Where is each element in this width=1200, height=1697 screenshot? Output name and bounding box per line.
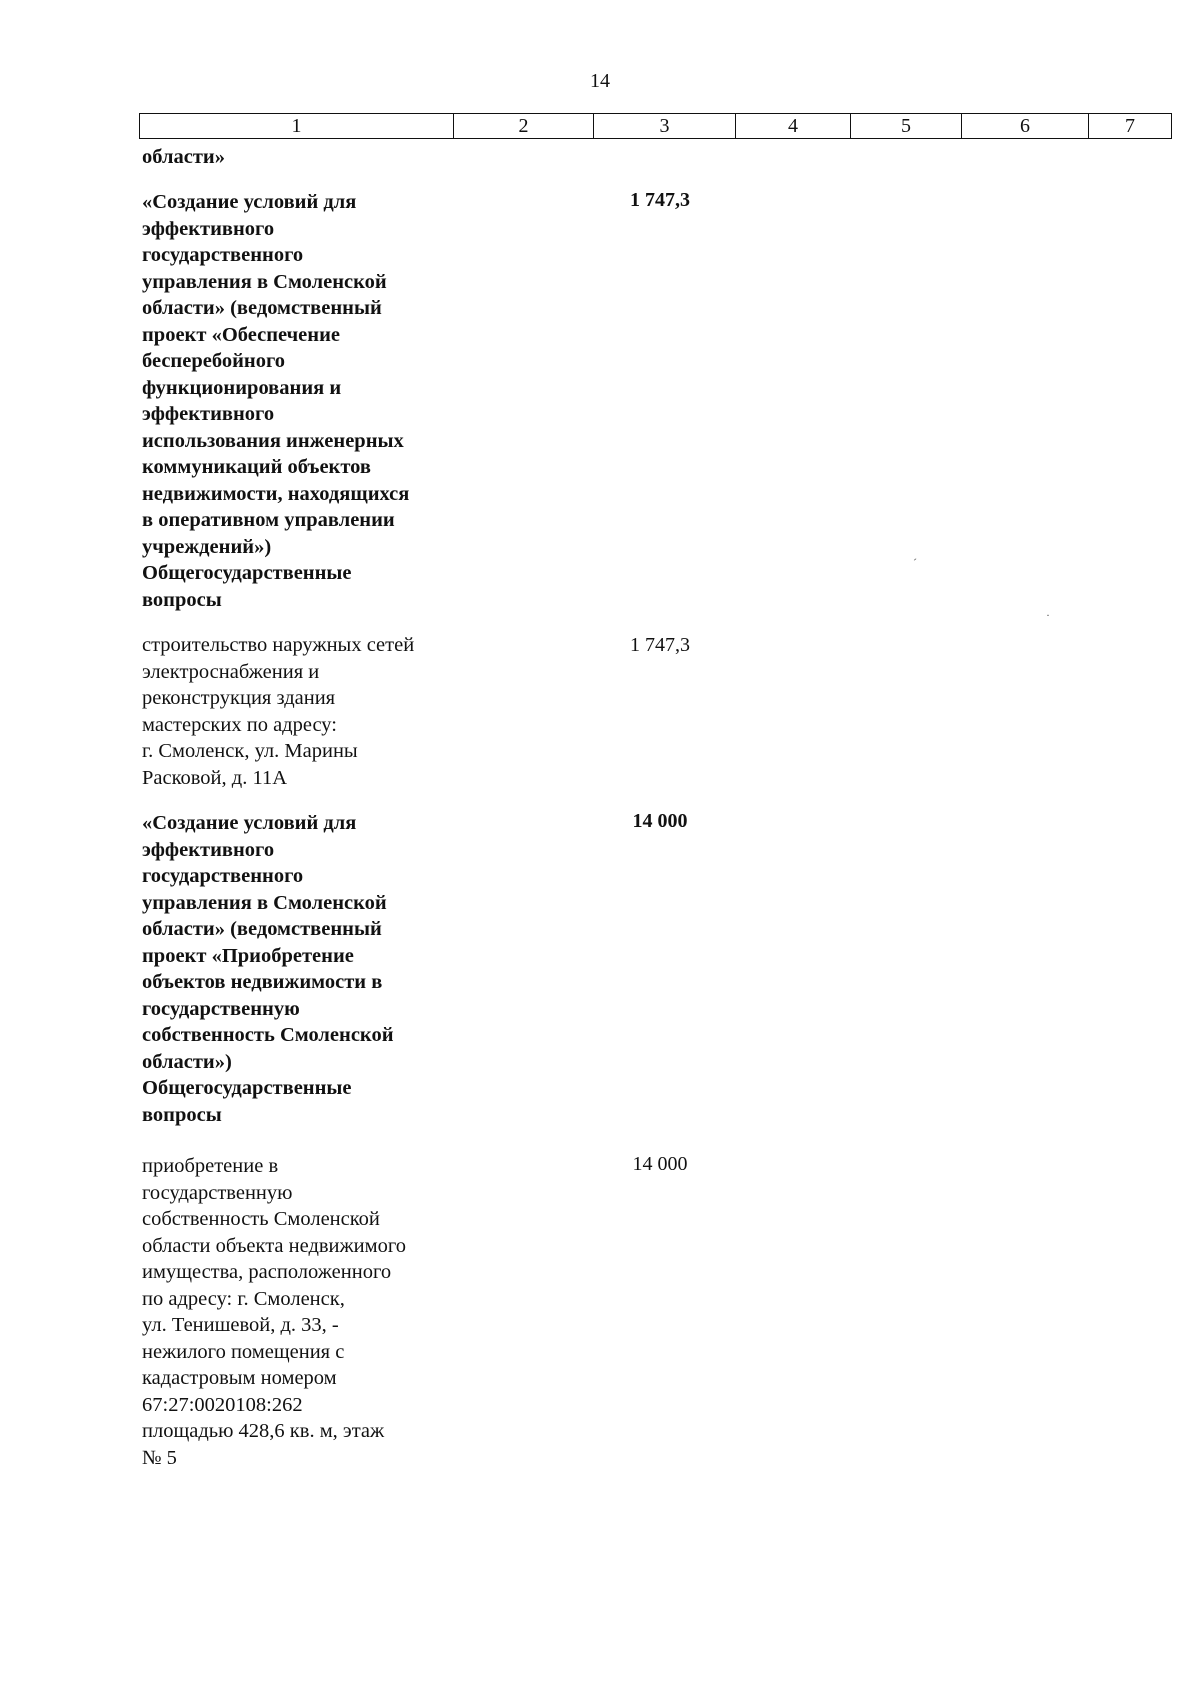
column-number-row xyxy=(140,114,1172,139)
program-title-energy: «Создание условий для эффективного государственного управления в Смоленской области» (ведомственный проект «Обеспечение бесперебойного функционирования и эффективного использования инженерных коммуникаций объектов недвижимости, находящихся в оперативном управлении учреждений») Общегосударственные вопросы xyxy=(142,191,410,611)
amount-program-energy: 1 747,3 xyxy=(630,189,690,211)
column-number-5: 5 xyxy=(851,114,962,139)
page-number: 14 xyxy=(590,70,610,92)
column-number-7: 7 xyxy=(1089,114,1172,139)
column-number-1: 1 xyxy=(140,114,454,139)
column-number-3: 3 xyxy=(594,114,736,139)
program-title-real-estate: «Создание условий для эффективного государственного управления в Смоленской области» (ведомственный проект «Приобретение объектов недвижимости в государственную собственность Смоленской области») Общегосударственные вопросы xyxy=(142,812,394,1126)
column-number-header xyxy=(139,113,1172,139)
column-number-4: 4 xyxy=(736,114,851,139)
scan-speck: ˊ xyxy=(913,556,917,570)
amount-program-real-estate: 14 000 xyxy=(632,810,688,832)
item-property-acquisition: приобретение в государственную собственность Смоленской области объекта недвижимого имущества, расположенного по адресу: г. Смоленск, ул. Тенишевой, д. 33, - нежилого помещения с кадастровым номером 67:27:0020108:262 площадью 428,6 кв. м, этаж № 5 xyxy=(142,1155,407,1469)
column-number-2: 2 xyxy=(454,114,594,139)
item-electrical-networks: строительство наружных сетей электроснабжения и реконструкция здания мастерских по адресу: г. Смоленск, ул. Марины Расковой, д. 11А xyxy=(142,634,415,789)
column-number-6: 6 xyxy=(962,114,1089,139)
amount-property-acquisition: 14 000 xyxy=(632,1153,688,1175)
continuation-text: области» xyxy=(142,146,225,168)
amount-electrical-networks: 1 747,3 xyxy=(630,634,690,656)
scan-speck: · xyxy=(1046,608,1050,622)
